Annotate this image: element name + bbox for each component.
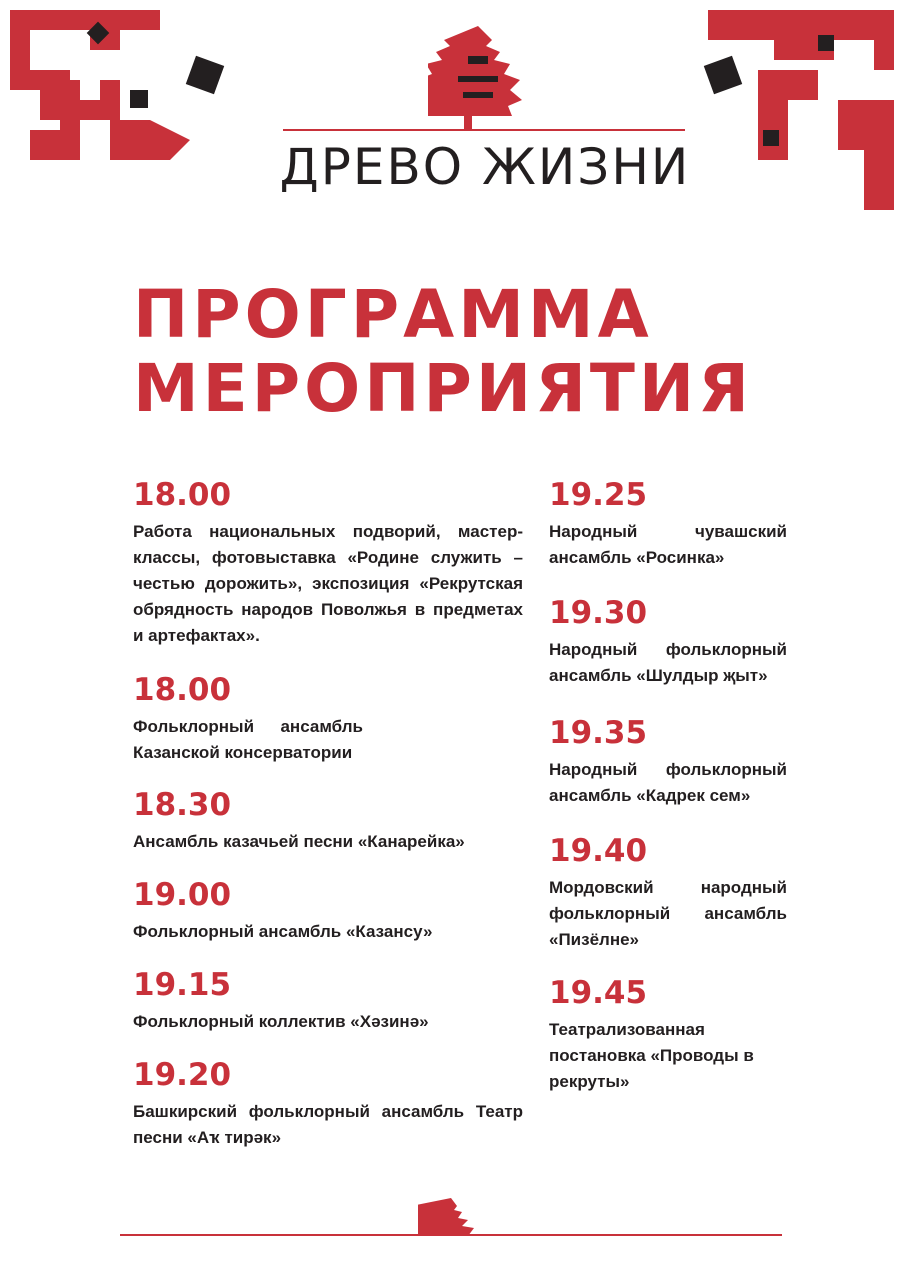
brand-title: ДРЕВО ЖИЗНИ: [279, 138, 691, 196]
event-desc: Башкирский фольклорный ансамбль Театр песни «Аҡ тирәк»: [133, 1102, 523, 1147]
event-desc: Народный чувашский ансамбль «Росинка»: [549, 522, 787, 567]
event-desc: Народный фольклорный ансамбль «Шулдыр җыт»: [549, 640, 787, 685]
event-item: [549, 975, 787, 1095]
ornament-top-right-icon: [688, 10, 894, 210]
event-item: [549, 715, 787, 809]
event-desc: Народный фольклорный ансамбль «Кадрек сем»: [549, 760, 787, 805]
event-item: [133, 1057, 523, 1151]
ornament-top-left-icon: [10, 10, 250, 160]
event-time: 19.45: [549, 975, 648, 1011]
event-time: 18.00: [133, 672, 232, 708]
event-time: 19.30: [549, 595, 648, 631]
event-desc: Фольклорный ансамбль «Казансу»: [133, 922, 433, 941]
event-time: 19.25: [549, 477, 648, 513]
event-time: 19.20: [133, 1057, 232, 1093]
heading-line-1: ПРОГРАММА: [133, 276, 653, 353]
event-desc: Ансамбль казачьей песни «Канарейка»: [133, 832, 465, 851]
event-desc: Работа национальных подворий, мастер-классы, фотовыставка «Родине служить – честью дорожить», экспозиция «Рекрутская обрядность народов Поволжья в предметах и артефактах».: [133, 522, 523, 645]
event-item: [549, 595, 787, 689]
event-time: 18.00: [133, 477, 232, 513]
event-item: [133, 967, 523, 1035]
event-item: [133, 672, 523, 766]
event-item: [549, 477, 787, 571]
event-item: [133, 877, 523, 945]
event-time: 19.00: [133, 877, 232, 913]
tree-of-life-logo-icon: [428, 26, 528, 130]
event-item: [133, 477, 523, 649]
bottom-ornament-icon: [418, 1198, 484, 1236]
event-time: 19.40: [549, 833, 648, 869]
event-desc: Фольклорный коллектив «Хәзинә»: [133, 1012, 429, 1031]
bottom-divider: [120, 1234, 782, 1236]
event-desc: Мордовский народный фольклорный ансамбль «Пизёлне»: [549, 878, 787, 949]
event-time: 19.15: [133, 967, 232, 1003]
event-time: 19.35: [549, 715, 648, 751]
heading-line-2: МЕРОПРИЯТИЯ: [133, 350, 753, 427]
event-item: [133, 787, 523, 855]
event-time: 18.30: [133, 787, 232, 823]
event-desc: Театрализованная постановка «Проводы в рекруты»: [549, 1020, 754, 1091]
event-item: [549, 833, 787, 953]
event-desc: Фольклорный ансамбль Казанской консерватории: [133, 717, 363, 762]
logo-divider: [283, 129, 685, 131]
